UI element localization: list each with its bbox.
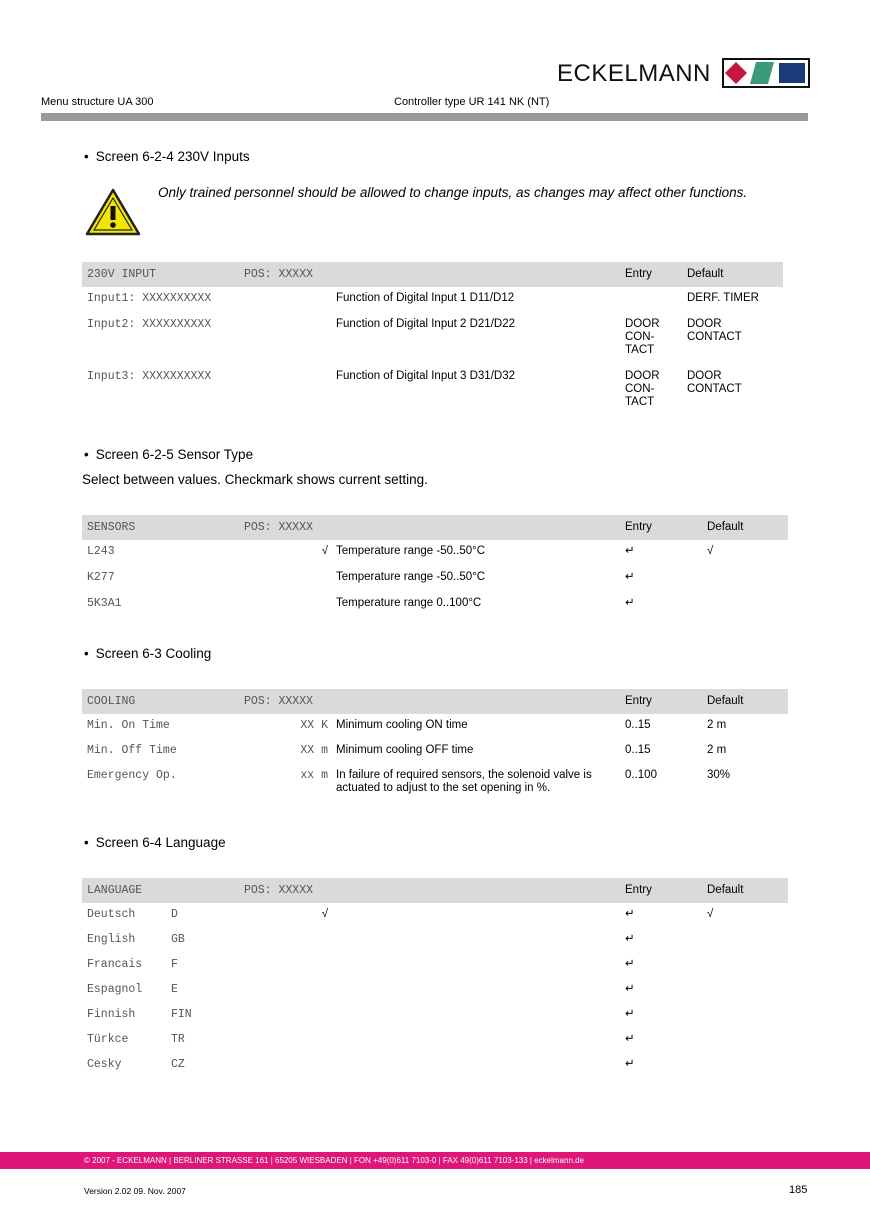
- row-desc-line: In failure of required sensors, the solenoid valve is: [336, 769, 592, 781]
- col-name: SENSORS: [82, 515, 244, 540]
- section-title-230v: [84, 149, 250, 164]
- row-desc: [336, 903, 625, 928]
- row-default-line: CONTACT: [687, 383, 742, 395]
- section-title-text: Screen 6-2-5 Sensor Type: [95, 447, 254, 462]
- row-entry-line: CON-: [625, 331, 655, 343]
- row-check: [244, 953, 336, 978]
- row-code: F: [171, 958, 178, 971]
- row-entry-line: TACT: [625, 344, 655, 356]
- row-pos: XX m: [300, 744, 328, 757]
- row-default: [687, 365, 783, 417]
- row-entry: ↵: [625, 571, 635, 583]
- row-desc: [336, 1028, 625, 1053]
- row-desc: [336, 714, 625, 739]
- row-desc: [336, 1003, 625, 1028]
- row-default: [707, 566, 788, 592]
- table-cooling: [82, 689, 788, 800]
- row-language: Francais: [87, 958, 143, 971]
- section-title-cooling: [84, 646, 211, 661]
- row-check: [244, 1028, 336, 1053]
- row-default: [707, 1053, 788, 1078]
- row-check: [244, 978, 336, 1003]
- bullet-icon: •: [84, 149, 89, 164]
- header-left: Menu structure UA 300: [41, 96, 154, 108]
- row-desc: Temperature range -50..50°C: [336, 571, 486, 583]
- row-check: [244, 592, 336, 618]
- col-default: Default: [707, 878, 788, 903]
- row-language: Deutsch: [87, 908, 136, 921]
- row-default: [707, 928, 788, 953]
- col-entry: Entry: [625, 262, 687, 287]
- row-entry-line: DOOR: [625, 318, 660, 330]
- row-default: [707, 1028, 788, 1053]
- language-rows: [82, 903, 788, 1078]
- table-header: [82, 515, 788, 540]
- table-row: [82, 1053, 788, 1078]
- row-desc-line: Minimum cooling OFF time: [336, 744, 474, 756]
- table-header: [82, 262, 783, 287]
- col-entry: Entry: [625, 515, 707, 540]
- header-rule: [41, 113, 808, 121]
- row-default: [707, 592, 788, 618]
- col-name: LANGUAGE: [82, 878, 244, 903]
- row-entry: ↵: [625, 1008, 635, 1020]
- header-center: Controller type UR 141 NK (NT): [394, 96, 550, 108]
- col-desc: [336, 689, 625, 714]
- table-row: [82, 953, 788, 978]
- row-name: Input1: XXXXXXXXXX: [87, 292, 212, 305]
- table-row: [82, 764, 788, 800]
- row-entry: ↵: [625, 545, 635, 557]
- row-check: √: [321, 545, 328, 557]
- col-desc: [336, 878, 625, 903]
- table-sensors: [82, 515, 788, 618]
- row-name: L243: [87, 545, 115, 558]
- table-header: [82, 878, 788, 903]
- row-default-line: CONTACT: [687, 331, 742, 343]
- table-row: [82, 365, 783, 417]
- section-title-text: Screen 6-2-4 230V Inputs: [95, 149, 250, 164]
- table-row: [82, 739, 788, 764]
- row-default: 30%: [707, 769, 731, 781]
- version-date: Version 2.02 09. Nov. 2007: [84, 1186, 186, 1196]
- row-entry: ↵: [625, 597, 635, 609]
- row-entry: [625, 365, 687, 417]
- section-title-sensor: [84, 447, 253, 462]
- row-name: Min. Off Time: [87, 744, 177, 757]
- col-entry: Entry: [625, 878, 707, 903]
- row-name: Input3: XXXXXXXXXX: [87, 370, 212, 383]
- col-name: COOLING: [82, 689, 244, 714]
- section-title-text: Screen 6-3 Cooling: [95, 646, 212, 661]
- col-default: Default: [707, 689, 788, 714]
- row-entry: 0..15: [625, 719, 651, 731]
- section-title-language: [84, 835, 226, 850]
- table-row: [82, 903, 788, 928]
- table-language: [82, 878, 788, 1078]
- row-entry: 0..15: [625, 744, 651, 756]
- footer-copyright: © 2007 - ECKELMANN | BERLINER STRASSE 161 | 65205 WIESBADEN | FON +49(0)611 7103-0 | FAX 49(0)611 7103-133 | eckelmann.de: [84, 1156, 585, 1165]
- row-code: E: [171, 983, 178, 996]
- row-check: [244, 928, 336, 953]
- row-pos: xx m: [300, 769, 328, 782]
- col-pos: POS: XXXXX: [244, 262, 336, 287]
- row-entry-line: CON-: [625, 383, 655, 395]
- row-desc: Function of Digital Input 3 D31/D32: [336, 370, 515, 382]
- row-entry: ↵: [625, 933, 635, 945]
- row-default: √: [707, 545, 714, 557]
- table-row: [82, 928, 788, 953]
- page-number: 185: [789, 1184, 808, 1196]
- row-entry: ↵: [625, 1033, 635, 1045]
- row-code: CZ: [171, 1058, 185, 1071]
- col-entry: Entry: [625, 689, 707, 714]
- row-code: FIN: [171, 1008, 192, 1021]
- row-desc: [336, 928, 625, 953]
- row-check: [244, 566, 336, 592]
- col-default: Default: [687, 262, 783, 287]
- col-pos: POS: XXXXX: [244, 878, 336, 903]
- row-language: Cesky: [87, 1058, 122, 1071]
- row-entry: [625, 287, 687, 313]
- col-pos: POS: XXXXX: [244, 515, 336, 540]
- row-desc: [336, 1053, 625, 1078]
- table-230v-input: [82, 262, 783, 417]
- row-default: √: [707, 908, 714, 920]
- bullet-icon: •: [84, 447, 89, 462]
- table-row: [82, 592, 788, 618]
- table-row: [82, 566, 788, 592]
- bullet-icon: •: [84, 646, 89, 661]
- row-desc: Function of Digital Input 2 D21/D22: [336, 318, 515, 330]
- row-desc: Temperature range 0..100°C: [336, 597, 482, 609]
- row-pos: XX K: [300, 719, 328, 732]
- row-default: 2 m: [707, 719, 727, 731]
- brand-name: ECKELMANN: [557, 60, 711, 87]
- col-name: 230V INPUT: [82, 262, 244, 287]
- row-code: TR: [171, 1033, 185, 1046]
- row-language: Türkce: [87, 1033, 129, 1046]
- row-language: Finnish: [87, 1008, 136, 1021]
- row-desc: Temperature range -50..50°C: [336, 545, 486, 557]
- row-pos: [244, 365, 336, 417]
- row-desc: Function of Digital Input 1 D11/D12: [336, 292, 515, 304]
- row-check: √: [321, 908, 328, 920]
- row-default-line: DERF. TIMER: [687, 292, 759, 304]
- row-language: English: [87, 933, 136, 946]
- row-check: [244, 1003, 336, 1028]
- col-default: Default: [707, 515, 788, 540]
- row-language: Espagnol: [87, 983, 143, 996]
- row-name: K277: [87, 571, 115, 584]
- row-entry: ↵: [625, 983, 635, 995]
- col-desc: [336, 515, 625, 540]
- col-desc: [336, 262, 625, 287]
- table-row: [82, 287, 783, 313]
- row-name: Min. On Time: [87, 719, 170, 732]
- sensor-intro: Select between values. Checkmark shows current setting.: [82, 472, 428, 487]
- row-default: [707, 953, 788, 978]
- row-desc-line: actuated to adjust to the set opening in %.: [336, 782, 551, 794]
- row-name: 5K3A1: [87, 597, 122, 610]
- row-entry: [625, 313, 687, 365]
- section-title-text: Screen 6-4 Language: [95, 835, 226, 850]
- row-default: [707, 978, 788, 1003]
- warning-text: Only trained personnel should be allowed to change inputs, as changes may affect other functions.: [158, 185, 748, 200]
- row-default-line: DOOR: [687, 318, 722, 330]
- row-name: Emergency Op.: [87, 769, 177, 782]
- row-default: [707, 1003, 788, 1028]
- row-desc-line: Minimum cooling ON time: [336, 719, 468, 731]
- row-pos: [244, 313, 336, 365]
- brand-logo-icon: [722, 58, 810, 88]
- bullet-icon: •: [84, 835, 89, 850]
- row-entry: ↵: [625, 958, 635, 970]
- row-desc: [336, 953, 625, 978]
- row-desc: [336, 978, 625, 1003]
- table-row: [82, 313, 783, 365]
- row-entry-line: TACT: [625, 396, 655, 408]
- row-default: 2 m: [707, 744, 727, 756]
- row-desc: [336, 739, 625, 764]
- row-pos: [244, 287, 336, 313]
- row-code: GB: [171, 933, 185, 946]
- row-entry: ↵: [625, 908, 635, 920]
- warning-icon: [85, 187, 141, 237]
- row-entry: ↵: [625, 1058, 635, 1070]
- table-header: [82, 689, 788, 714]
- col-pos: POS: XXXXX: [244, 689, 336, 714]
- row-default: [687, 287, 783, 313]
- row-entry-line: DOOR: [625, 370, 660, 382]
- row-check: [244, 1053, 336, 1078]
- row-entry: 0..100: [625, 769, 657, 781]
- table-row: [82, 1003, 788, 1028]
- row-name: Input2: XXXXXXXXXX: [87, 318, 212, 331]
- table-row: [82, 978, 788, 1003]
- row-desc: [336, 764, 625, 800]
- row-default-line: DOOR: [687, 370, 722, 382]
- table-row: [82, 714, 788, 739]
- table-row: [82, 540, 788, 566]
- table-row: [82, 1028, 788, 1053]
- row-code: D: [171, 908, 178, 921]
- row-default: [687, 313, 783, 365]
